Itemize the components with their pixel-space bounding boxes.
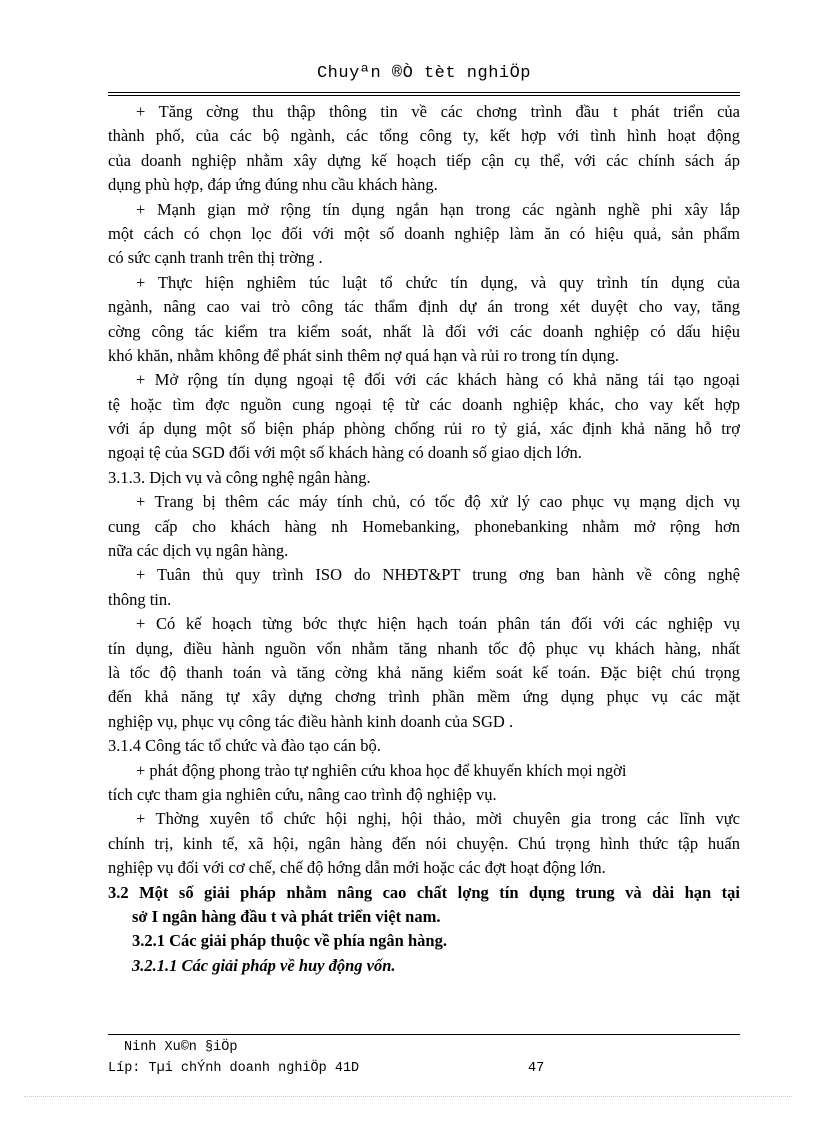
text-line: + Thực hiện nghiêm túc luật tổ chức tín dụng, và quy trình tín dụng của (136, 272, 740, 292)
text-line: tệ hoặc tìm đợc nguồn cung ngoại tệ từ các doanh nghiệp khác, cho vay kết hợp (108, 394, 740, 414)
text-line: cờng công tác kiểm tra kiểm soát, nhất là đối với các doanh nghiệp có dấu hiệu (108, 321, 740, 341)
subsection-heading: 3.2.1 Các giải pháp thuộc về phía ngân hàng. (132, 931, 447, 951)
text-line: chính trị, kinh tế, xã hội, ngân hàng đến nói chuyện. Chú trọng hình thức tập huấn (108, 833, 740, 853)
text-line: + Mở rộng tín dụng ngoại tệ đối với các khách hàng có khả năng tái tạo ngoại (136, 370, 740, 390)
text-line: một cách có chọn lọc đối với một số doanh nghiệp làm ăn có hiệu quả, sản phẩm (108, 223, 740, 243)
text-line: + Có kế hoạch từng bớc thực hiện hạch toán phân tán đối với các nghiệp vụ (136, 614, 740, 634)
text-line: cung cấp cho khách hàng nh Homebanking, phonebanking nhằm mở rộng hơn (108, 516, 740, 536)
page-header-title: Chuyªn ®Ò tèt nghiÖp (316, 64, 532, 83)
text-line: tích cực tham gia nghiên cứu, nâng cao trình độ nghiệp vụ. (108, 784, 497, 804)
body-text (108, 100, 740, 978)
text-line: dụng phù hợp, đáp ứng đúng nhu cầu khách hàng. (108, 175, 438, 195)
section-heading: 3.1.4 Công tác tổ chức và đào tạo cán bộ. (108, 736, 381, 756)
text-line: + Tuân thủ quy trình ISO do NHĐT&PT trung ơng ban hành về công nghệ (136, 565, 740, 585)
text-line: có sức cạnh tranh trên thị trờng . (108, 248, 323, 268)
footer-class: Líp: Tµi chÝnh doanh nghiÖp 41D (108, 1061, 360, 1076)
text-line: + Tăng cờng thu thập thông tin về các chơng trình đầu t phát triển của (136, 102, 740, 121)
footer-author: Ninh Xu©n §iÖp (124, 1040, 238, 1055)
subsubsection-heading: 3.2.1.1 Các giải pháp về huy động vốn. (132, 955, 396, 975)
header-rule-thin (108, 95, 740, 96)
text-line: khó khăn, nhằm không để phát sinh thêm nợ quá hạn và rủi ro trong tín dụng. (108, 345, 619, 365)
text-line: thông tin. (108, 589, 172, 609)
text-line: + Thờng xuyên tổ chức hội nghị, hội thảo, mời chuyên gia trong các lĩnh vực (136, 809, 740, 829)
text-line: + Trang bị thêm các máy tính chủ, có tốc độ xử lý cao phục vụ mạng dịch vụ (136, 492, 740, 512)
page-number: 47 (528, 1061, 545, 1076)
section-heading-bold: sở I ngân hàng đầu t và phát triển việt nam. (132, 906, 441, 926)
text-line: nghiệp vụ, phục vụ công tác điều hành kinh doanh của SGD . (108, 711, 514, 731)
text-line: ngoại tệ của SGD đối với một số khách hàng có doanh số giao dịch lớn. (108, 443, 582, 463)
page-edge-divider (24, 1096, 792, 1097)
text-line: với áp dụng một số biện pháp phòng chống rủi ro tỷ giá, xác định khả năng hỗ trợ (108, 419, 740, 439)
header-rule (108, 92, 740, 93)
text-line: ngành, nâng cao vai trò công tác thẩm định dự án trong xét duyệt cho vay, tăng (108, 297, 740, 317)
text-line: + Mạnh giạn mở rộng tín dụng ngắn hạn trong các ngành nghề phi xây lắp (136, 199, 740, 219)
text-line: thành phố, của các bộ ngành, các tổng công ty, kết hợp với tình hình hoạt động (108, 126, 740, 146)
text-line: của doanh nghiệp nhằm xây dựng kế hoạch tiếp cận cụ thể, với các chính sách áp (108, 150, 740, 170)
text-line: đến khả năng tự xây dựng chơng trình phần mềm ứng dụng phục vụ các mặt (108, 687, 740, 707)
section-heading-bold: 3.2 Một số giải pháp nhằm nâng cao chất lợng tín dụng trung và dài hạn tại (108, 882, 740, 902)
text-line: tín dụng, điều hành nguồn vốn nhằm tăng nhanh tốc độ phục vụ khách hàng, nhất (108, 638, 740, 658)
section-heading: 3.1.3. Dịch vụ và công nghệ ngân hàng. (108, 467, 371, 487)
text-line: nữa các dịch vụ ngân hàng. (108, 541, 289, 561)
text-line: là tốc độ thanh toán và tăng cờng khả năng kiểm soát kế toán. Đặc biệt chú trọng (108, 662, 740, 682)
footer-rule (108, 1034, 740, 1035)
text-line: + phát động phong trào tự nghiên cứu khoa học để khuyến khích mọi ngời (136, 760, 627, 780)
text-line: nghiệp vụ đối với cơ chế, chế độ hớng dẫn mới hoặc các đợt hoạt động lớn. (108, 858, 606, 878)
